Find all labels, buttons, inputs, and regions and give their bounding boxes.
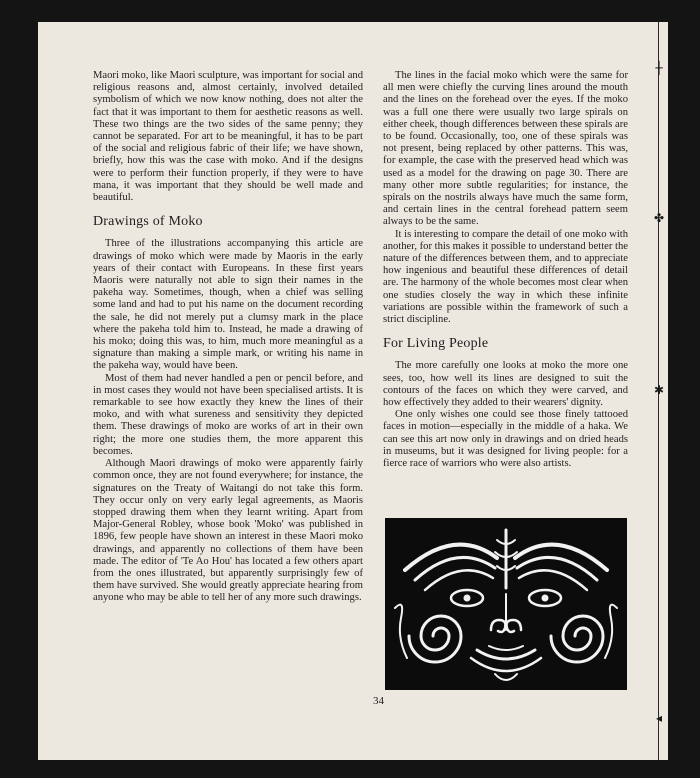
body-paragraph: Three of the illustrations accompanying this article are drawings of moko which were made by Maoris in the early years of their contact with Europeans. In these first years Maoris were naturally not able to sign their names in the pakeha way. Sometimes, though, when a chief was selling some land and had to put his name on the document recording the sale, he did not merely put a clumsy mark in the place where the pakeha told him to. Instead, he made a drawing of his moko; doing this was, to him, much more meaningful as a signature than making a simple mark, or writing his name in the pakeha way, would have been. [93,238,363,372]
right-column [383,70,628,470]
page-spine [650,22,668,760]
spine-tick-icon: ┼ [655,61,663,75]
body-paragraph: The more carefully one looks at moko the more one sees, too, how well its lines are designed to suit the contours of the faces on which they were carved, and how effectively they added to their wearers' dignity. [383,360,628,409]
intro-paragraph: Maori moko, like Maori sculpture, was important for social and religious reasons and, almost certainly, involved detailed symbolism of which we now know nothing, does not alter the fact that it was important to them for aesthetic reasons as well. These two things are the two sides of the same penny; they cannot be separated. For art to be meaningful, it has to be part of the social and religious fabric of their life; we have shown, briefly, how this was the case with moko. And if the designs were to perform their function properly, if they were to have mana, it was important that they should be well made and beautiful. [93,70,363,204]
body-paragraph: It is interesting to compare the detail of one moko with another, for this makes it possible to understand better the nature of the differences between them, and to appreciate how ingenious and beautiful these differences of detail are. The harmony of the whole becomes most clear when one studies closely the way in which these infinite variations are possible within the framework of such a strict discipline. [383,228,629,326]
body-paragraph: The lines in the facial moko which were the same for all men were chiefly the curving lines around the mouth and the lines on the forehead over the eyes. If the moko was a full one there were usually two large spirals on either cheek, though differences between these spirals are to be found. Occasionally, too, one of these spirals was not present, being replaced by other patterns. This was, for example, the case with the preserved head which was used as a model for the drawing on page 30. There are many other more subtle regularities; for instance, the spirals on the nostrils always have much the same form, and certain lines in the central forehead pattern seem always to be the same. [383,70,628,228]
spine-star-icon: ✱ [653,383,665,397]
body-paragraph: Although Maori drawings of moko were apparently fairly common once, they are not found everywhere; for instance, the signatures on the Treaty of Waitangi do not take this form. They occur only on very early legal agreements, as Maoris stopped drawing them when they learnt writing. Apart from Major-General Robley, whose book 'Moko' was published in 1896, few people have shown an interest in these Maori moko drawings, and apparently no collections of them have been made. The editor of 'Te Ao Hou' has located a few others apart from the ones illustrated, but apparently surprisingly few of them have survived. She would greatly appreciate hearing from anyone who may be able to tell her of any more such drawings. [93,458,363,604]
moko-face-illustration [385,518,627,690]
spine-ornament-icon: ✤ [653,211,665,225]
page-number: 34 [373,695,384,707]
spine-notch-icon: ◂ [655,711,663,725]
section-heading-for-living-people: For Living People [383,336,489,352]
body-paragraph: Most of them had never handled a pen or pencil before, and in most cases they would not have been specialised artists. It is remarkable to see how exactly they knew the lines of their moko, and with what sureness and sensitivity they depicted them. These drawings of moko are works of art in their own right; the more one studies them, the more apparent this becomes. [93,372,363,457]
moko-face-illustration-icon [385,518,627,690]
section-heading-drawings-of-moko: Drawings of Moko [93,214,203,230]
body-paragraph: One only wishes one could see those finely tattooed faces in motion—especially in the middle of a haka. We can see this art now only in drawings and on dried heads in museums, but it was designed for living people: for a fierce race of warriors who were also artists. [383,409,628,470]
left-column [93,70,363,605]
